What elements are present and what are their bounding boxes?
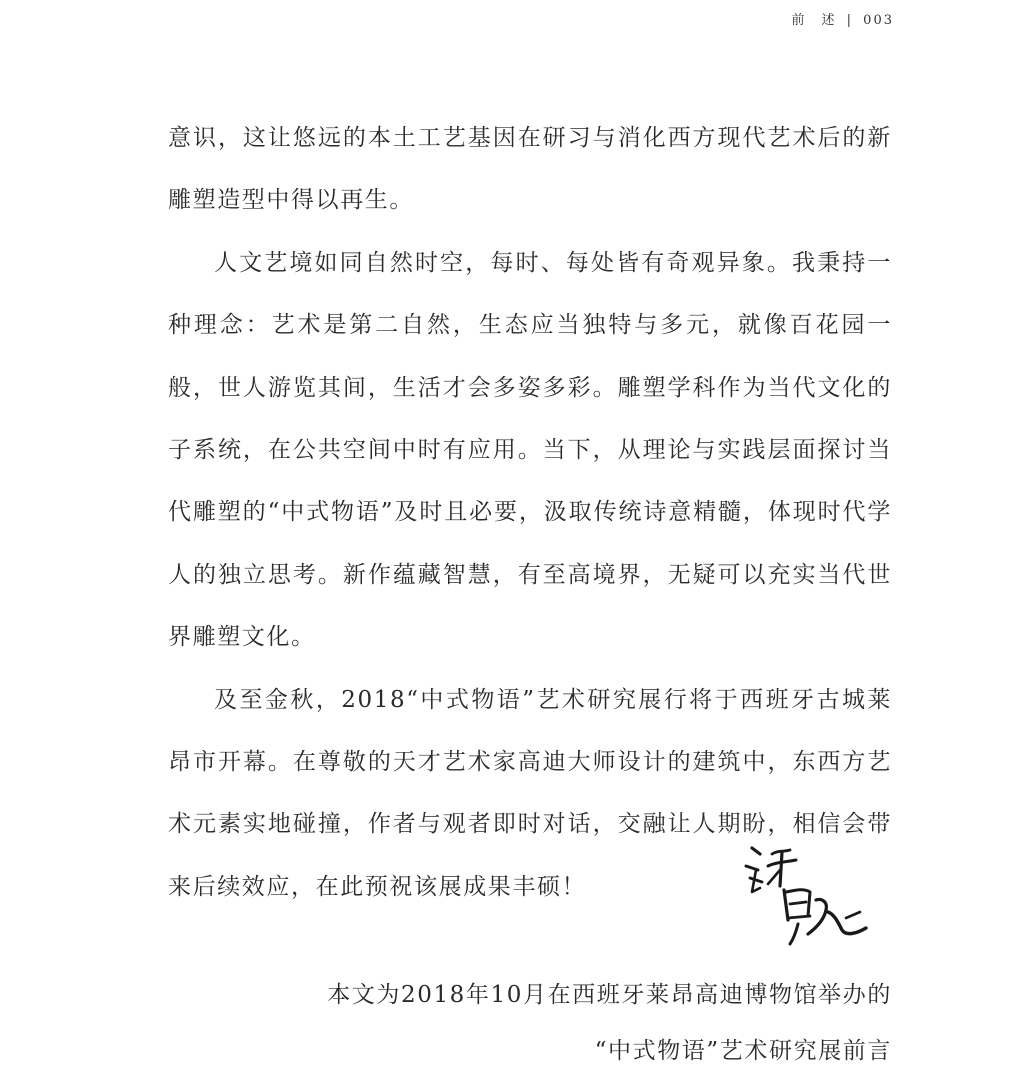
paragraph-philosophy: 人文艺境如同自然时空，每时、每处皆有奇观异象。我秉持一种理念：艺术是第二自然，生态应当独特与多元，就像百花园一般，世人游览其间，生活才会多姿多彩。雕塑学科作为当代文化的子系统，在公共空间中时有应用。当下，从理论与实践层面探讨当代雕塑的“中式物语”及时且必要，汲取传统诗意精髓，体现时代学人的独立思考。新作蕴藏智慧，有至高境界，无疑可以充实当代世界雕塑文化。 — [168, 249, 892, 651]
body-text — [168, 107, 892, 918]
handwritten-signature — [738, 840, 878, 950]
section-title: 前 述 — [791, 13, 837, 28]
paragraph-exhibition: 及至金秋，2018“中式物语”艺术研究展行将于西班牙古城莱昂市开幕。在尊敬的天才艺术家高迪大师设计的建筑中，东西方艺术元素实地碰撞，作者与观者即时对话，交融让人期盼，相信会带来后续效应，在此预祝该展成果丰硕！ — [168, 686, 892, 900]
header-separator: | — [846, 13, 854, 28]
page-number: 003 — [863, 13, 894, 28]
note-line-1: 本文为2018年10月在西班牙莱昂高迪博物馆举办的 — [327, 982, 892, 1008]
paragraph-continued: 意识，这让悠远的本土工艺基因在研习与消化西方现代艺术后的新雕塑造型中得以再生。 — [168, 125, 892, 214]
publication-note — [327, 967, 892, 1079]
note-line-2: “中式物语”艺术研究展前言 — [594, 1038, 892, 1064]
running-head — [791, 9, 894, 28]
